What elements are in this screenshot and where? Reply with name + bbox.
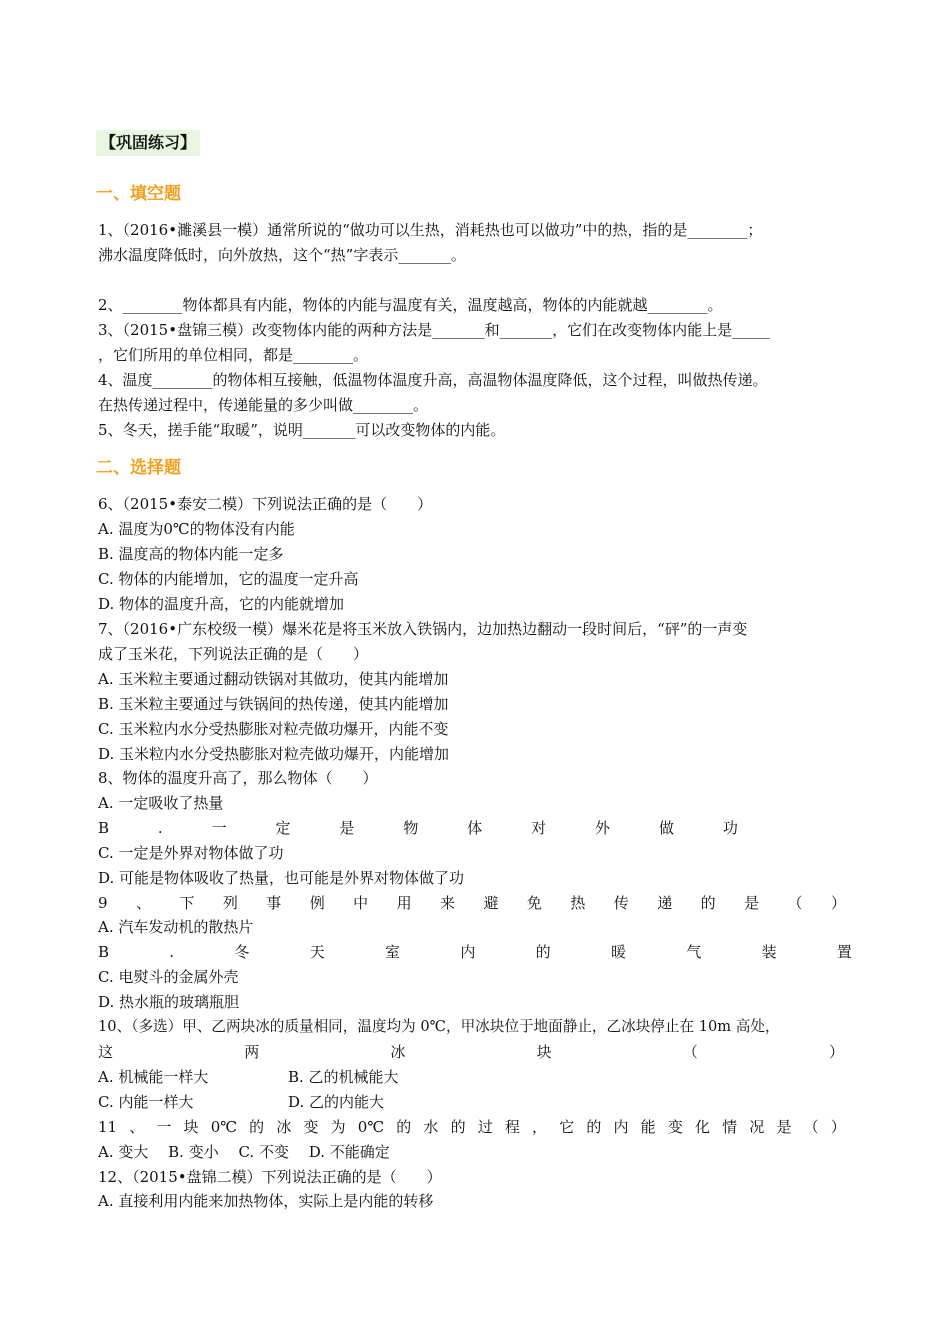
- char: （: [787, 894, 803, 912]
- char: 情: [722, 1118, 738, 1136]
- char: 0℃: [210, 1118, 238, 1136]
- char: 的: [586, 1118, 602, 1136]
- char: 过: [477, 1118, 493, 1136]
- question-10-options-cd: [98, 1091, 858, 1113]
- char: 的: [700, 894, 716, 912]
- char: ）: [830, 894, 846, 912]
- char: 气: [686, 943, 702, 961]
- section-heading-fill: 一、填空题: [96, 184, 181, 204]
- char: 的: [249, 1118, 265, 1136]
- char: 冰: [276, 1118, 292, 1136]
- char: 变: [667, 1118, 683, 1136]
- char: 、: [135, 894, 151, 912]
- char: 程: [504, 1118, 520, 1136]
- char: 暖: [610, 943, 626, 961]
- char: ）: [828, 1043, 844, 1061]
- char: 、: [129, 1118, 145, 1136]
- question-10-line-2: [98, 1041, 844, 1063]
- question-7-line-1: 7、（2016•广东校级一模）爆米花是将玉米放入铁锅内，边加热边翻动一段时间后，“砰”的一声变: [98, 620, 748, 638]
- char: 递: [657, 894, 673, 912]
- char: 装: [761, 943, 777, 961]
- char: 热: [570, 894, 586, 912]
- char: （: [682, 1043, 698, 1061]
- char: 传: [613, 894, 629, 912]
- char: 它: [559, 1118, 575, 1136]
- char: 是: [776, 1118, 792, 1136]
- char: 体: [467, 819, 483, 837]
- char: 置: [836, 943, 852, 961]
- char: 的: [396, 1118, 412, 1136]
- question-10-option-d: D. 乙的内能大: [288, 1093, 385, 1111]
- question-9-option-b: [98, 941, 852, 963]
- char: 定: [275, 819, 291, 837]
- question-7-option-c: C. 玉米粒内水分受热膨胀对粒壳做功爆开，内能不变: [98, 720, 449, 738]
- char: 是: [339, 819, 355, 837]
- char: 天: [309, 943, 325, 961]
- question-8-option-b: [98, 817, 738, 839]
- question-3-line-2: ，它们所用的单位相同，都是________。: [98, 346, 369, 364]
- question-10-option-a: A. 机械能一样大: [98, 1068, 209, 1086]
- question-12: 12、（2015•盘锦二模）下列说法正确的是（ ）: [98, 1168, 442, 1186]
- question-10-options-ab: [98, 1066, 858, 1088]
- question-6-option-d: D. 物体的温度升高，它的内能就增加: [98, 595, 345, 613]
- char: 避: [483, 894, 499, 912]
- char: 的: [450, 1118, 466, 1136]
- char: .: [169, 943, 175, 961]
- char: 室: [385, 943, 401, 961]
- char: 的: [535, 943, 551, 961]
- char: 一: [156, 1118, 172, 1136]
- question-9: [98, 892, 846, 914]
- char: 为: [330, 1118, 346, 1136]
- section-heading-choice: 二、选择题: [96, 458, 181, 478]
- char: 功: [722, 819, 738, 837]
- char: 事: [266, 894, 282, 912]
- question-7-option-b: B. 玉米粒主要通过与铁锅间的热传递，使其内能增加: [98, 695, 449, 713]
- question-7-option-d: D. 玉米粒内水分受热膨胀对粒壳做功爆开，内能增加: [98, 745, 450, 763]
- char: 水: [423, 1118, 439, 1136]
- question-6: 6、（2015•泰安二模）下列说法正确的是（ ）: [98, 495, 433, 513]
- question-8: 8、物体的温度升高了，那么物体（ ）: [98, 769, 378, 787]
- char: 块: [183, 1118, 199, 1136]
- char: 块: [536, 1043, 552, 1061]
- char: 例: [309, 894, 325, 912]
- question-7-option-a: A. 玉米粒主要通过翻动铁锅对其做功，使其内能增加: [98, 670, 449, 688]
- question-8-option-c: C. 一定是外界对物体做了功: [98, 844, 284, 862]
- question-9-option-d: D. 热水瓶的玻璃瓶胆: [98, 993, 240, 1011]
- char: 下: [179, 894, 195, 912]
- question-11-options: A. 变大 B. 变小 C. 不变 D. 不能确定: [98, 1143, 390, 1161]
- question-3-line-1: 3、（2015•盘锦三模）改变物体内能的两种方法是_______和_______，它们在改变物体内能上是_____: [98, 321, 770, 339]
- question-11: [98, 1116, 846, 1138]
- char: .: [157, 819, 163, 837]
- char: 0℃: [357, 1118, 385, 1136]
- question-10-line-1: 10、（多选）甲、乙两块冰的质量相同，温度均为 0℃，甲冰块位于地面静止，乙冰块停止在 10m 高处，: [98, 1018, 780, 1035]
- section-tag: 【巩固练习】: [96, 130, 200, 156]
- question-2: 2、________物体都具有内能，物体的内能与温度有关，温度越高，物体的内能就越________。: [98, 296, 723, 314]
- question-8-option-a: A. 一定吸收了热量: [98, 794, 224, 812]
- char: 是: [744, 894, 760, 912]
- char: ）: [830, 1118, 846, 1136]
- char: 中: [353, 894, 369, 912]
- question-6-option-b: B. 温度高的物体内能一定多: [98, 545, 284, 563]
- question-4-line-1: 4、温度________的物体相互接触，低温物体温度升高，高温物体温度降低，这个过程，叫做热传递。: [98, 371, 768, 389]
- question-1-line-1: 1、（2016•濉溪县一模）通常所说的“做功可以生热，消耗热也可以做功”中的热，指的是________；: [98, 221, 763, 239]
- char: B: [98, 819, 110, 837]
- char: 11: [98, 1118, 118, 1136]
- char: 来: [440, 894, 456, 912]
- char: 化: [694, 1118, 710, 1136]
- question-8-option-d: D. 可能是物体吸收了热量，也可能是外界对物体做了功: [98, 869, 465, 887]
- question-10-option-b: B. 乙的机械能大: [288, 1068, 399, 1086]
- question-12-option-a: A. 直接利用内能来加热物体，实际上是内能的转移: [98, 1192, 434, 1210]
- question-9-option-c: C. 电熨斗的金属外壳: [98, 968, 239, 986]
- char: （: [803, 1118, 819, 1136]
- question-5: 5、冬天，搓手能“取暖”，说明_______可以改变物体的内能。: [98, 421, 506, 439]
- char: 内: [460, 943, 476, 961]
- char: 冬: [234, 943, 250, 961]
- char: 变: [303, 1118, 319, 1136]
- question-1-line-2: 沸水温度降低时，向外放热，这个“热”字表示_______。: [98, 246, 466, 264]
- char: 列: [222, 894, 238, 912]
- char: 物: [403, 819, 419, 837]
- char: 两: [244, 1043, 260, 1061]
- question-6-option-a: A. 温度为0℃的物体没有内能: [98, 520, 295, 538]
- question-4-line-2: 在热传递过程中，传递能量的多少叫做________。: [98, 396, 429, 414]
- char: B: [98, 943, 110, 961]
- char: 免: [526, 894, 542, 912]
- question-6-option-c: C. 物体的内能增加，它的温度一定升高: [98, 570, 359, 588]
- char: 9: [98, 894, 108, 912]
- char: 内: [613, 1118, 629, 1136]
- char: 对: [531, 819, 547, 837]
- char: 能: [640, 1118, 656, 1136]
- char: 外: [595, 819, 611, 837]
- char: 一: [211, 819, 227, 837]
- char: 这: [98, 1043, 114, 1061]
- question-10-option-c: C. 内能一样大: [98, 1093, 194, 1111]
- char: ，: [532, 1118, 548, 1136]
- char: 做: [658, 819, 674, 837]
- char: 冰: [390, 1043, 406, 1061]
- char: 况: [749, 1118, 765, 1136]
- question-9-option-a: A. 汽车发动机的散热片: [98, 918, 254, 936]
- question-7-line-2: 成了玉米花，下列说法正确的是（ ）: [98, 645, 369, 663]
- char: 用: [396, 894, 412, 912]
